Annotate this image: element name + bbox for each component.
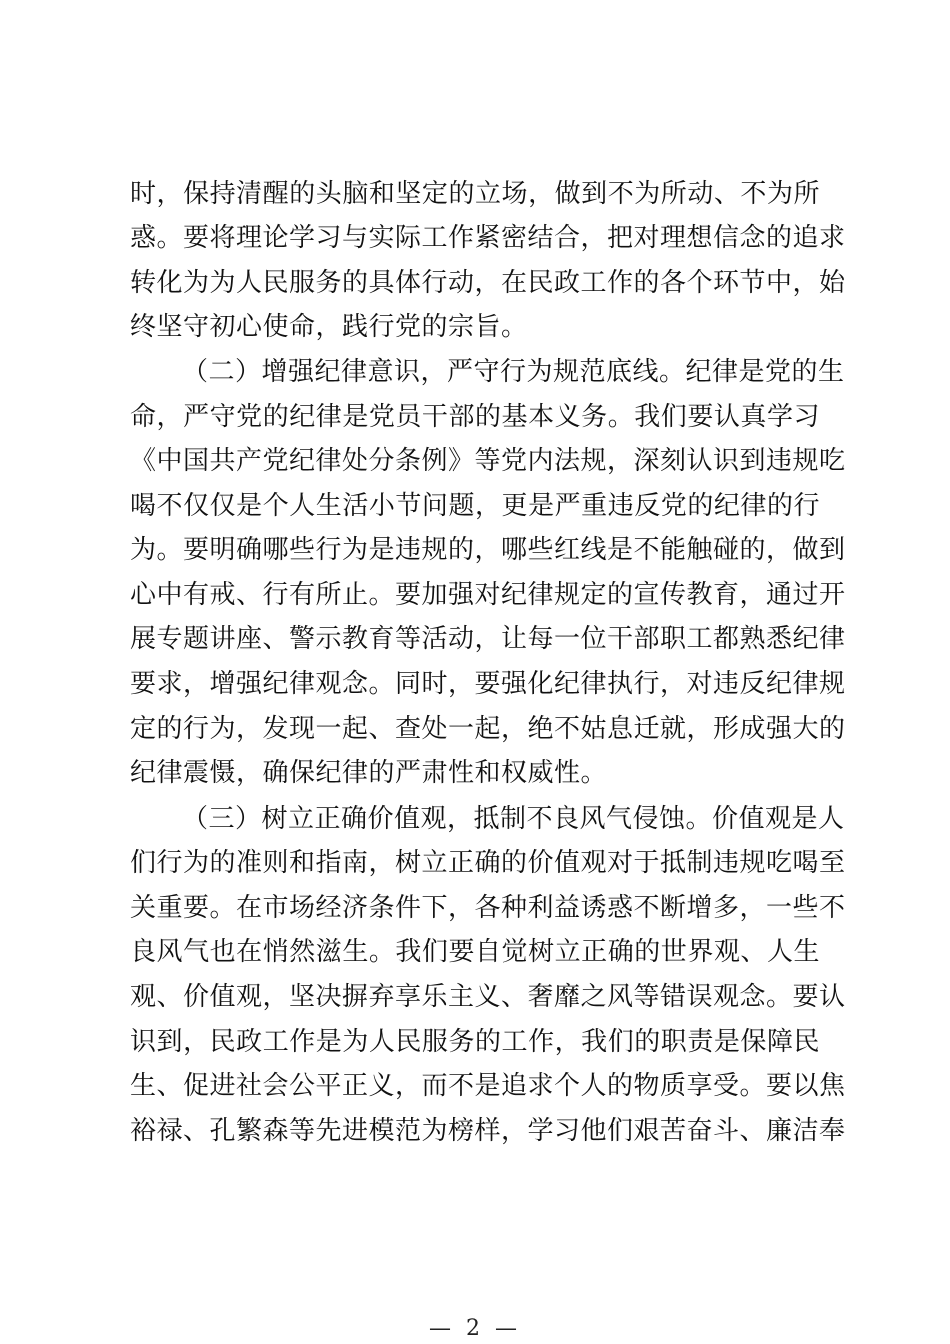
text-line: 喝不仅仅是个人生活小节问题，更是严重违反党的纪律的行: [130, 491, 820, 521]
text-line: 裕禄、孔繁森等先进模范为榜样，学习他们艰苦奋斗、廉洁奉: [130, 1116, 846, 1146]
text-line: 关重要。在市场经济条件下，各种利益诱惑不断增多，一些不: [130, 893, 846, 923]
text-line: 命，严守党的纪律是党员干部的基本义务。我们要认真学习: [130, 402, 820, 432]
text-line: 纪律震慑，确保纪律的严肃性和权威性。: [130, 758, 608, 788]
text-line: 为。要明确哪些行为是违规的，哪些红线是不能触碰的，做到: [130, 535, 846, 565]
text-line: 《中国共产党纪律处分条例》等党内法规，深刻认识到违规吃: [130, 446, 846, 476]
text-line: 定的行为，发现一起、查处一起，绝不姑息迁就，形成强大的: [130, 714, 846, 744]
page-number: — 2 —: [429, 1316, 521, 1341]
text-line: 展专题讲座、警示教育等活动，让每一位干部职工都熟悉纪律: [130, 624, 846, 654]
text-line: 时，保持清醒的头脑和坚定的立场，做到不为所动、不为所: [130, 179, 820, 209]
section-heading-line: （二）增强纪律意识，严守行为规范底线。纪律是党的生: [182, 357, 845, 387]
text-line: 惑。要将理论学习与实际工作紧密结合，把对理想信念的追求: [130, 223, 846, 253]
text-line: 良风气也在悄然滋生。我们要自觉树立正确的世界观、人生: [130, 937, 820, 967]
text-line: 心中有戒、行有所止。要加强对纪律规定的宣传教育，通过开: [130, 580, 846, 610]
text-line: 要求，增强纪律观念。同时，要强化纪律执行，对违反纪律规: [130, 669, 846, 699]
text-line: 们行为的准则和指南，树立正确的价值观对于抵制违规吃喝至: [130, 848, 846, 878]
text-line: 终坚守初心使命，践行党的宗旨。: [130, 312, 528, 342]
text-line: 生、促进社会公平正义，而不是追求个人的物质享受。要以焦: [130, 1071, 846, 1101]
text-line: 转化为为人民服务的具体行动，在民政工作的各个环节中，始: [130, 268, 846, 298]
text-line: 观、价值观，坚决摒弃享乐主义、奢靡之风等错误观念。要认: [130, 982, 846, 1012]
section-heading-line: （三）树立正确价值观，抵制不良风气侵蚀。价值观是人: [182, 804, 845, 834]
text-line: 识到，民政工作是为人民服务的工作，我们的职责是保障民: [130, 1027, 820, 1057]
